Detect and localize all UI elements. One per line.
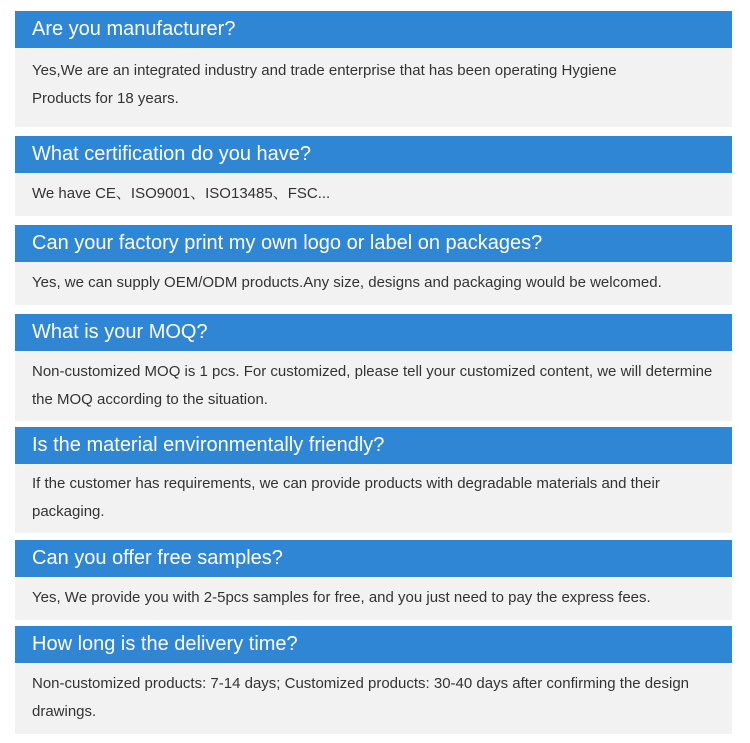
faq-question: How long is the delivery time?: [15, 626, 732, 663]
faq-answer-text: Yes,We are an integrated industry and trade enterprise that has been operating Hygiene Products for 18 years.: [32, 62, 617, 107]
faq-question: Is the material environmentally friendly?: [15, 427, 732, 464]
faq-answer: [15, 351, 732, 421]
faq-answer-line-2: the MOQ according to the situation.: [32, 391, 268, 408]
faq-item-certification: [15, 136, 732, 216]
faq-answer: [15, 48, 732, 127]
faq-answer: [15, 663, 732, 734]
faq-item-material: [15, 427, 732, 533]
faq-answer: [15, 577, 732, 620]
faq-answer: [15, 173, 732, 216]
faq-answer: [15, 262, 732, 305]
faq-item-delivery-time: [15, 626, 732, 734]
faq-answer-text: If the customer has requirements, we can provide products with degradable materials and their packaging.: [32, 475, 660, 520]
faq-question: Can you offer free samples?: [15, 540, 732, 577]
faq-question: What certification do you have?: [15, 136, 732, 173]
faq-answer-text: Yes, We provide you with 2-5pcs samples for free, and you just need to pay the express fees.: [32, 589, 651, 606]
faq-item-manufacturer: [15, 11, 732, 127]
faq-question: Are you manufacturer?: [15, 11, 732, 48]
faq-item-logo-printing: [15, 225, 732, 305]
faq-answer-line-1: Non-customized MOQ is 1 pcs. For customized, please tell your customized content, we will determine: [32, 363, 713, 380]
faq-question: Can your factory print my own logo or label on packages?: [15, 225, 732, 262]
faq-answer-text: We have CE、ISO9001、ISO13485、FSC...: [32, 185, 331, 202]
faq-answer-text: Yes, we can supply OEM/ODM products.Any size, designs and packaging would be welcomed.: [32, 274, 662, 291]
faq-question: What is your MOQ?: [15, 314, 732, 351]
faq-item-free-samples: [15, 540, 732, 620]
faq-answer: [15, 464, 732, 533]
faq-answer-text: Non-customized products: 7-14 days; Customized products: 30-40 days after confirming the design drawings.: [32, 675, 689, 720]
faq-item-moq: [15, 314, 732, 421]
